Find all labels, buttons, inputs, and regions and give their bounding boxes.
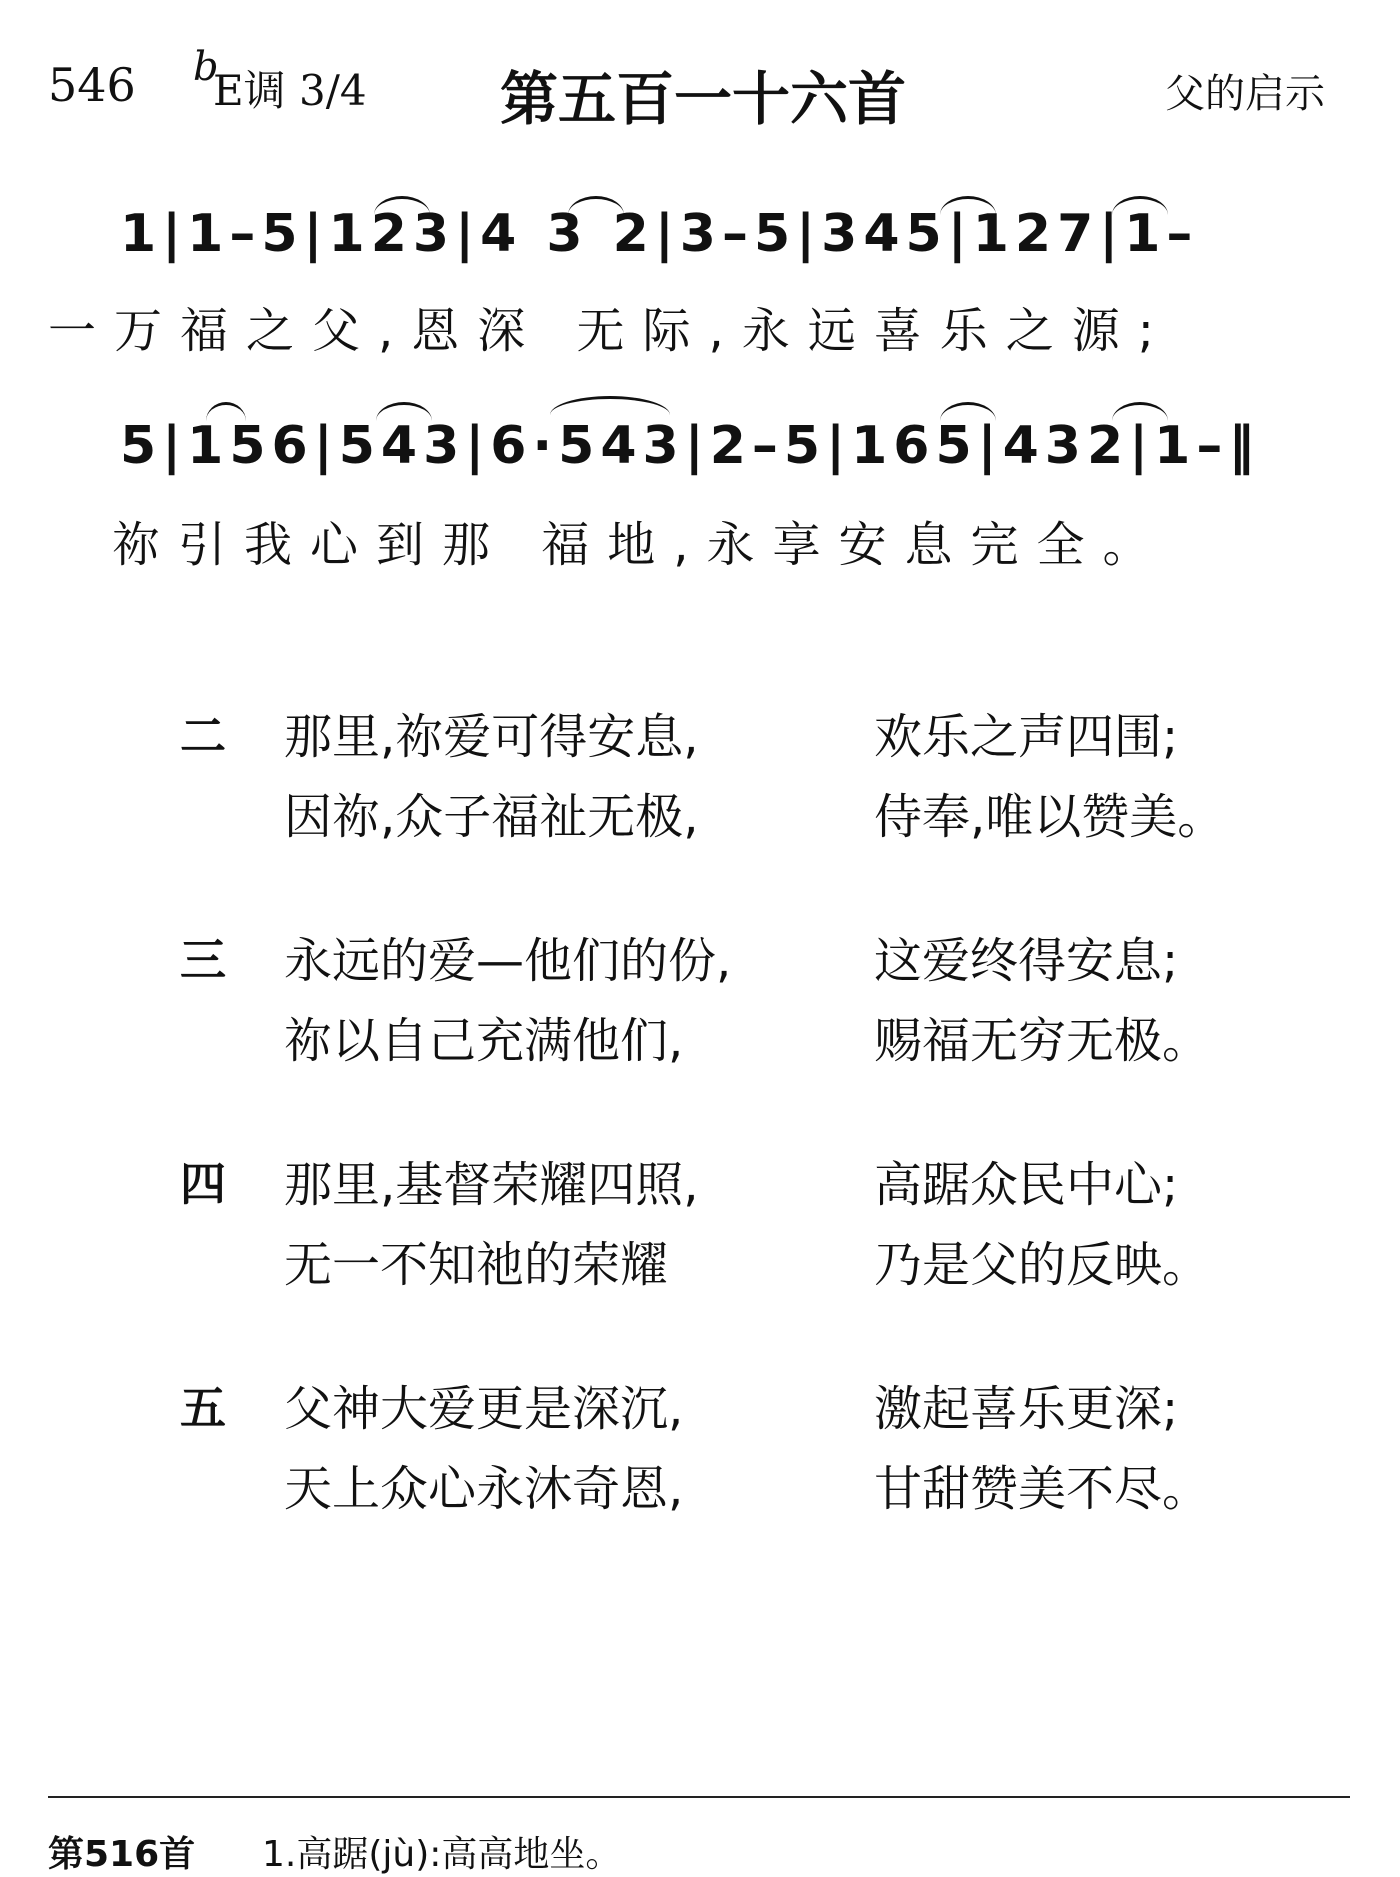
page-number: 546	[48, 58, 136, 112]
verse-line: 欢乐之声四围;	[874, 709, 1179, 765]
key-signature: E调 3/4	[213, 66, 367, 115]
verse-line: 激起喜乐更深;	[874, 1381, 1179, 1437]
verse-number: 二	[180, 709, 226, 763]
verse-number: 三	[180, 933, 226, 987]
slur-mark	[1112, 402, 1168, 421]
notation-line-2: 5|156|543|6·543|2–5|165|432|1–‖	[120, 416, 1261, 476]
verse-line: 祢以自己充满他们,	[284, 1013, 684, 1069]
lyric-line-1: 一万福之父,恩深 无际,永远喜乐之源;	[48, 303, 1172, 359]
verse-line: 高踞众民中心;	[874, 1157, 1179, 1213]
verse-line: 无一不知祂的荣耀	[284, 1237, 669, 1293]
verse-line: 乃是父的反映。	[874, 1237, 1211, 1293]
verse-line: 甘甜赞美不尽。	[874, 1461, 1211, 1517]
flat-sign: b	[193, 44, 219, 90]
slur-mark	[550, 396, 670, 415]
slur-mark	[374, 196, 430, 215]
footer-divider	[48, 1796, 1350, 1798]
footer-note: 1.高踞(jù):高高地坐。	[262, 1834, 622, 1875]
hymn-category: 父的启示	[1165, 71, 1325, 117]
slur-mark	[1112, 196, 1168, 215]
verse-line: 天上众心永沐奇恩,	[284, 1461, 684, 1517]
footer-hymn-reference: 第516首	[48, 1834, 196, 1875]
slur-mark	[376, 402, 432, 421]
slur-mark	[940, 196, 996, 215]
slur-mark	[206, 402, 246, 421]
verse-line: 赐福无穷无极。	[874, 1013, 1211, 1069]
slur-mark	[568, 196, 624, 215]
slur-mark	[940, 402, 996, 421]
notation-line-1: 1|1–5|123|4 3 2|3–5|345|127|1–	[120, 204, 1199, 264]
verse-line: 侍奉,唯以赞美。	[874, 789, 1226, 845]
verse-number: 五	[180, 1381, 226, 1435]
lyric-line-2: 祢引我心到那 福地,永享安息完全。	[112, 517, 1169, 573]
verse-line: 因祢,众子福祉无极,	[284, 789, 699, 845]
hymn-title: 第五百一十六首	[500, 65, 907, 133]
verse-line: 那里,基督荣耀四照,	[284, 1157, 699, 1213]
verse-line: 这爱终得安息;	[874, 933, 1179, 989]
verse-line: 那里,祢爱可得安息,	[284, 709, 699, 765]
verse-line: 永远的爱—他们的份,	[284, 933, 732, 989]
verse-number: 四	[180, 1157, 226, 1211]
verse-line: 父神大爱更是深沉,	[284, 1381, 684, 1437]
